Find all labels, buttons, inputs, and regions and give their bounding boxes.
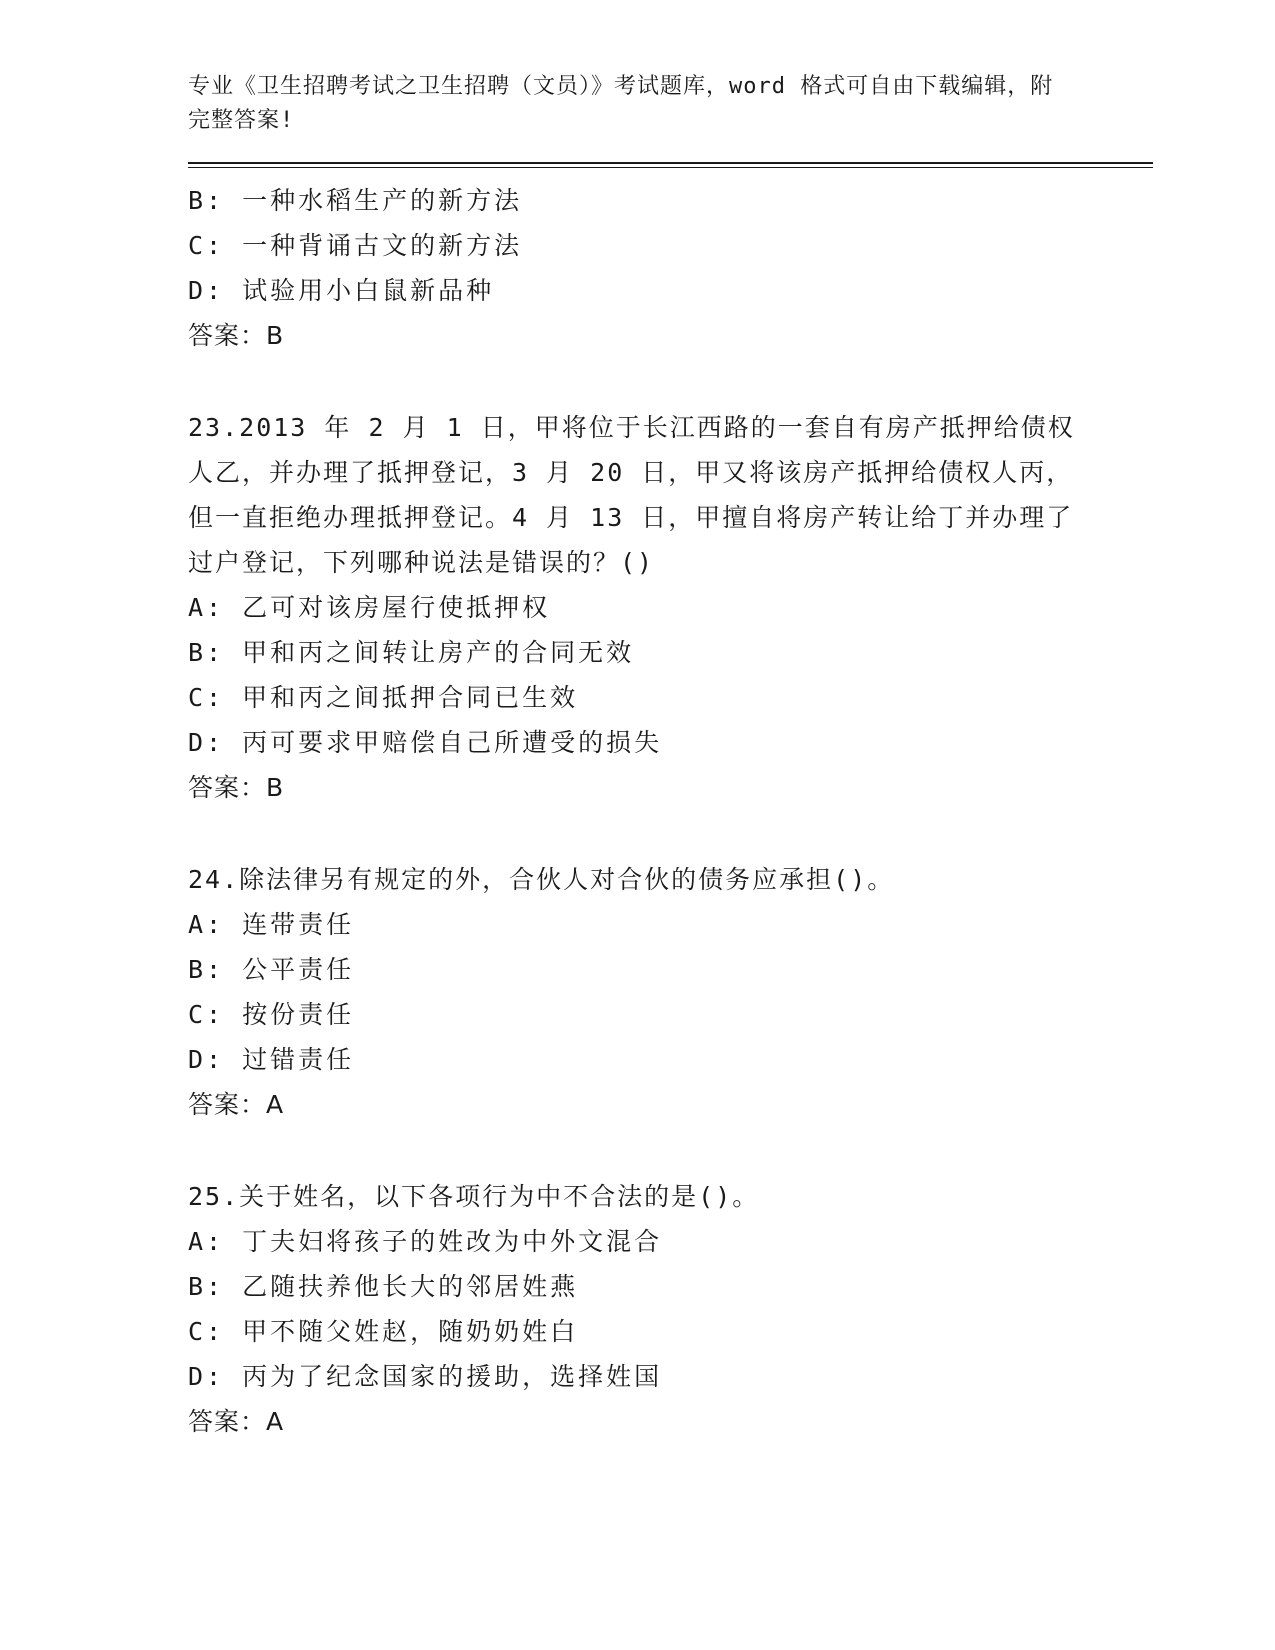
option-d: D: 丙为了纪念国家的援助，选择姓国 <box>188 1362 663 1391</box>
question-24 <box>188 857 1148 1127</box>
option-c: C: 按份责任 <box>188 1000 355 1029</box>
option-c: C: 一种背诵古文的新方法 <box>188 231 523 260</box>
prev-question-tail <box>188 178 1148 358</box>
header-divider <box>188 162 1153 168</box>
option-a: A: 乙可对该房屋行使抵押权 <box>188 593 551 622</box>
answer-line: 答案：B <box>188 321 285 350</box>
answer-line: 答案：A <box>188 1407 285 1436</box>
question-stem: 25.关于姓名，以下各项行为中不合法的是()。 <box>188 1182 760 1211</box>
option-d: D: 过错责任 <box>188 1045 355 1074</box>
option-a: A: 丁夫妇将孩子的姓改为中外文混合 <box>188 1227 663 1256</box>
answer-line: 答案：B <box>188 773 285 802</box>
option-c: C: 甲不随父姓赵，随奶奶姓白 <box>188 1317 579 1346</box>
option-b: B: 乙随扶养他长大的邻居姓燕 <box>188 1272 579 1301</box>
question-25 <box>188 1174 1148 1444</box>
option-d: D: 试验用小白鼠新品种 <box>188 276 495 305</box>
question-23 <box>188 405 1148 810</box>
question-stem: 24.除法律另有规定的外，合伙人对合伙的债务应承担()。 <box>188 865 895 894</box>
question-content <box>188 178 1148 1444</box>
answer-line: 答案：A <box>188 1090 285 1119</box>
question-stem: 23.2013 年 2 月 1 日，甲将位于长江西路的一套自有房产抵押给债权人乙，并办理了抵押登记，3 月 20 日，甲又将该房产抵押给债权人丙，但一直拒绝办理抵押登记。4 月 13 日，甲擅自将房产转让给丁并办理了过户登记，下列哪种说法是错误的？() <box>188 413 1075 577</box>
option-b: B: 一种水稻生产的新方法 <box>188 186 523 215</box>
option-b: B: 甲和丙之间转让房产的合同无效 <box>188 638 635 667</box>
option-b: B: 公平责任 <box>188 955 355 984</box>
option-a: A: 连带责任 <box>188 910 355 939</box>
option-d: D: 丙可要求甲赔偿自己所遭受的损失 <box>188 728 663 757</box>
option-c: C: 甲和丙之间抵押合同已生效 <box>188 683 579 712</box>
document-header: 专业《卫生招聘考试之卫生招聘（文员）》考试题库，word 格式可自由下载编辑，附完整答案! <box>188 74 1054 133</box>
document-page <box>188 70 1148 1444</box>
